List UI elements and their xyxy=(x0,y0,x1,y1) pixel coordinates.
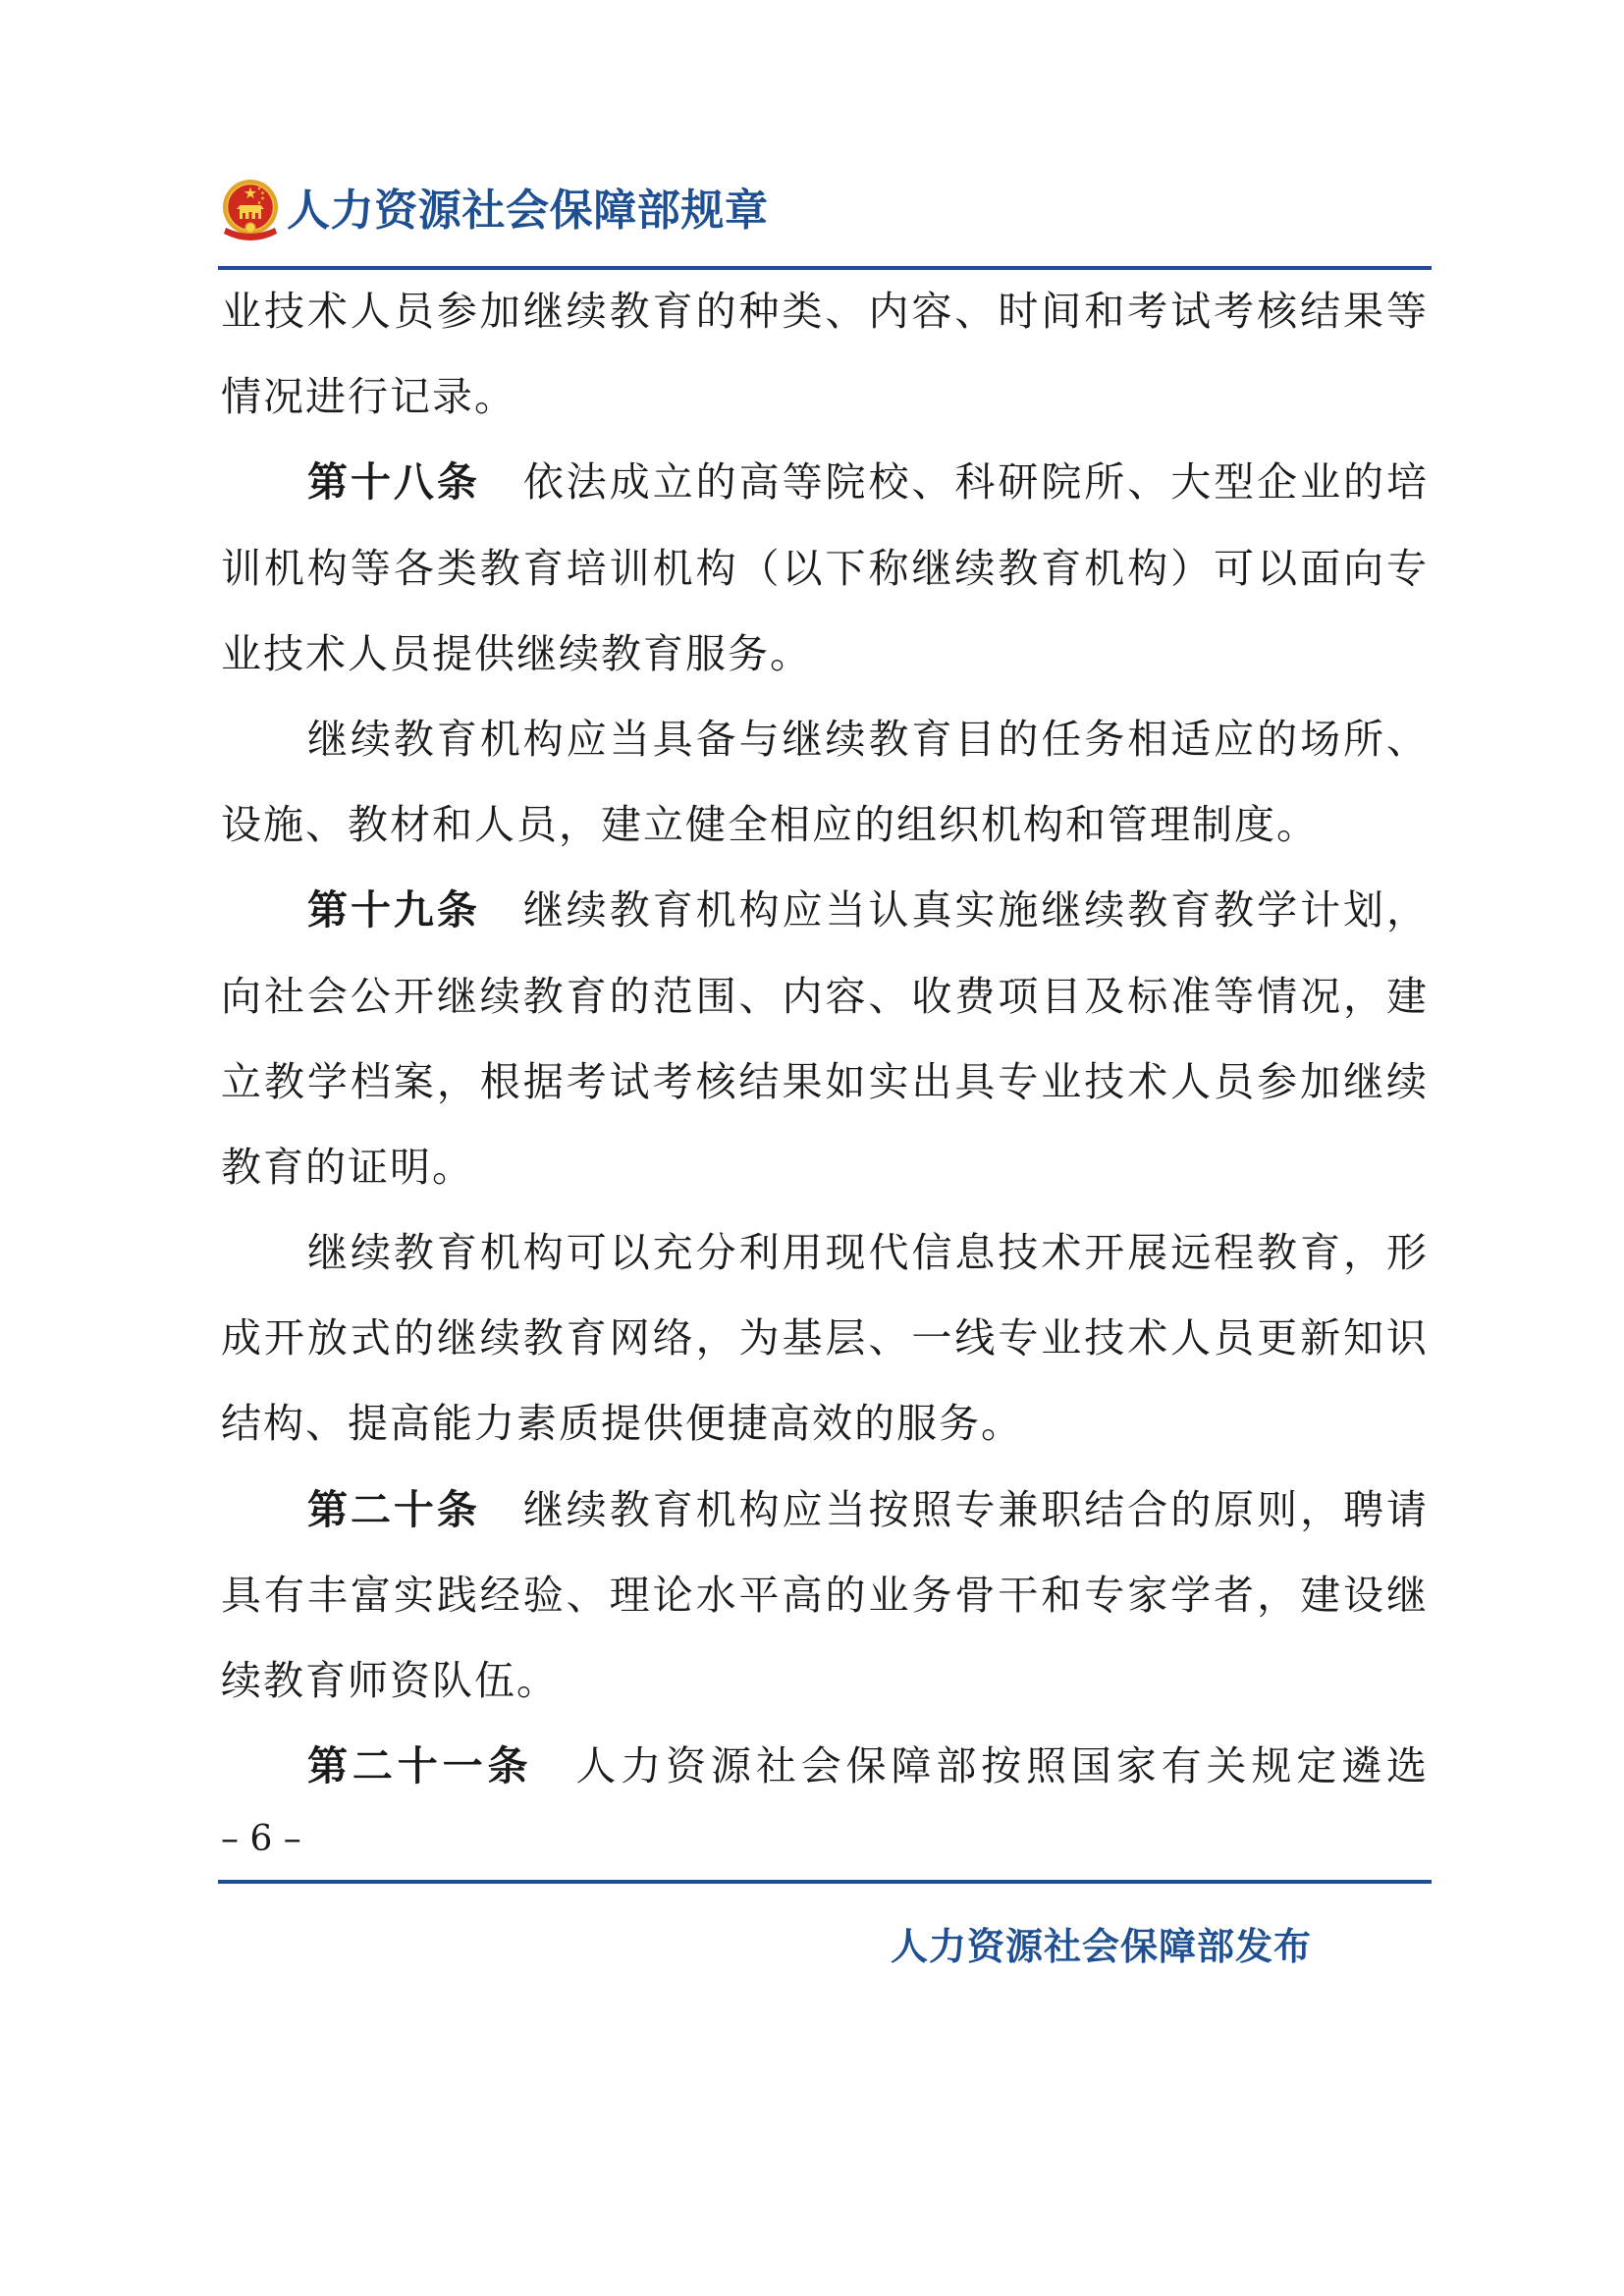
article-text: 依法成立的高等院校、科研院所、大型企业的培 xyxy=(522,458,1429,507)
emblem-gate-door xyxy=(243,213,245,219)
text-line: 业技术人员提供继续教育服务。 xyxy=(221,629,812,677)
footer-rule xyxy=(218,1880,1432,1884)
text-line: 设施、教材和人员，建立健全相应的组织机构和管理制度。 xyxy=(221,801,1319,849)
text-line: 继续教育机构应当具备与继续教育目的任务相适应的场所、 xyxy=(307,715,1429,763)
article-text: 继续教育机构应当认真实施继续教育教学计划， xyxy=(522,886,1429,934)
text-line: 向社会公开继续教育的范围、内容、收费项目及标准等情况，建 xyxy=(221,972,1429,1020)
text-line xyxy=(221,868,1429,953)
text-line xyxy=(221,1468,1429,1553)
text-line: 教育的证明。 xyxy=(221,1143,474,1191)
article-text: 继续教育机构应当按照专兼职结合的原则，聘请 xyxy=(522,1485,1429,1533)
text-line: 具有丰富实践经验、理论水平高的业务骨干和专家学者，建设继 xyxy=(221,1571,1429,1619)
text-line: 训机构等各类教育培训机构（以下称继续教育机构）可以面向专 xyxy=(221,544,1429,592)
article-21 xyxy=(221,1724,1429,1809)
article-label: 第十八条 xyxy=(307,458,480,507)
emblem-gear xyxy=(245,223,255,233)
text-line: 成开放式的继续教育网络，为基层、一线专业技术人员更新知识 xyxy=(221,1314,1429,1362)
article-20 xyxy=(221,1468,1429,1725)
article-label: 第二十条 xyxy=(307,1485,480,1533)
article-18 xyxy=(221,440,1429,697)
header-title: 人力资源社会保障部规章 xyxy=(287,186,769,236)
text-line: 结构、提高能力素质提供便捷高效的服务。 xyxy=(221,1400,1023,1448)
text-line: 情况进行记录。 xyxy=(221,373,516,421)
emblem-gate-roof xyxy=(237,205,264,209)
text-line: 业技术人员参加继续教育的种类、内容、时间和考试考核结果等 xyxy=(221,288,1429,335)
page-number: – 6 – xyxy=(221,1819,301,1859)
emblem-gate-door xyxy=(255,213,258,219)
document-body xyxy=(221,269,1429,1809)
text-line xyxy=(221,1724,1429,1809)
publisher-footer: 人力资源社会保障部发布 xyxy=(891,1925,1313,1968)
national-emblem-graphic xyxy=(220,179,281,243)
article-label: 第二十一条 xyxy=(307,1742,533,1790)
emblem-gate-door xyxy=(249,212,252,219)
article-label: 第十九条 xyxy=(307,886,480,934)
text-line: 立教学档案，根据考试考核结果如实出具专业技术人员参加继续 xyxy=(221,1057,1429,1105)
article-19 xyxy=(221,868,1429,1210)
paragraph-continuation xyxy=(221,269,1429,440)
article-text: 人力资源社会保障部按照国家有关规定遴选 xyxy=(575,1742,1429,1790)
paragraph xyxy=(221,1210,1429,1468)
text-line xyxy=(221,440,1429,525)
national-emblem-icon xyxy=(220,179,281,243)
paragraph xyxy=(221,697,1429,868)
text-line: 继续教育机构可以充分利用现代信息技术开展远程教育，形 xyxy=(307,1229,1429,1277)
text-line: 续教育师资队伍。 xyxy=(221,1657,559,1704)
